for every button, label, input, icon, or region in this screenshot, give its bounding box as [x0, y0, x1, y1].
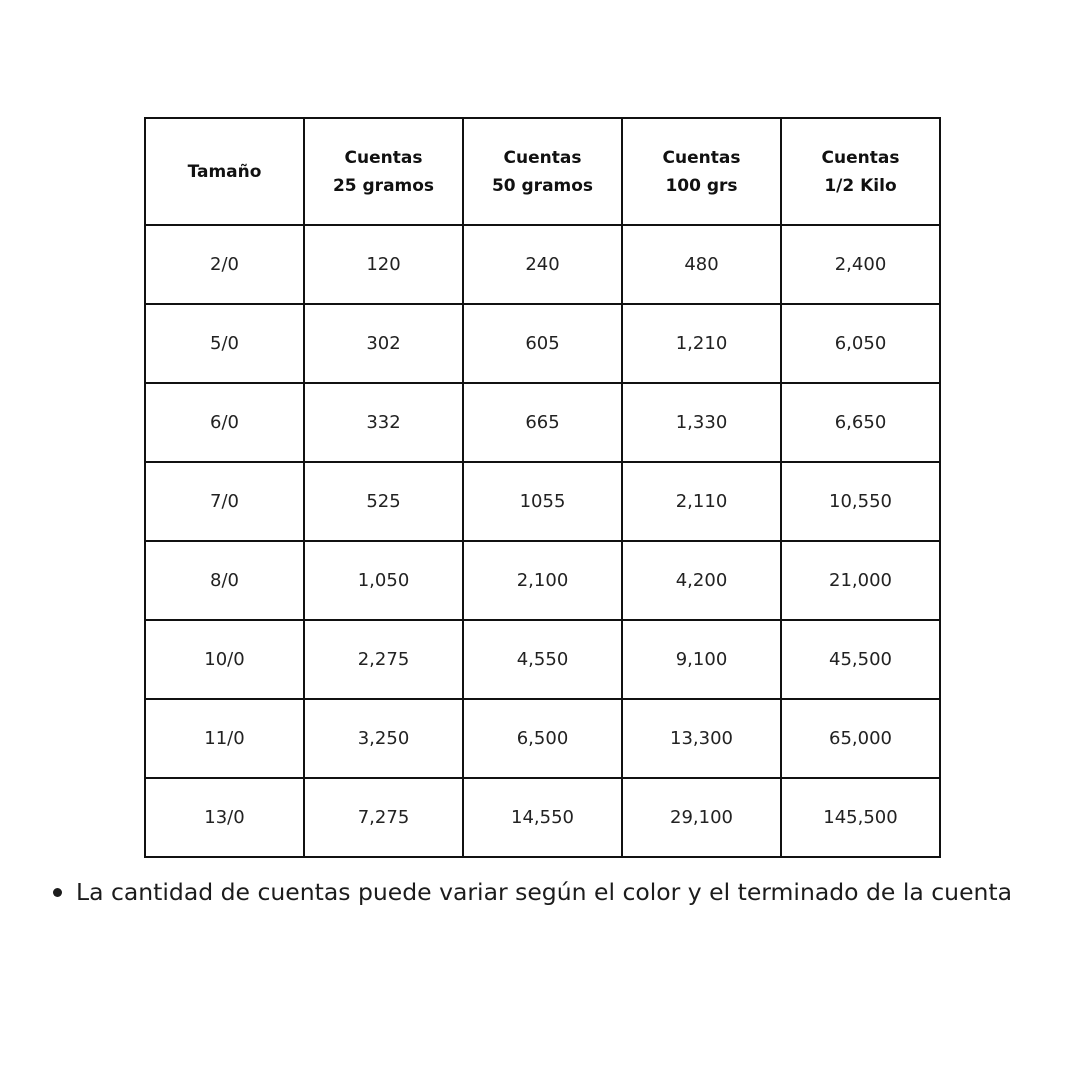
table-body: [145, 225, 940, 857]
footnote: [50, 878, 1070, 906]
bead-count-table: [144, 117, 941, 858]
header-50g: [463, 118, 622, 225]
table-row: [145, 620, 940, 699]
header-50g-line2: 50 gramos: [491, 175, 594, 196]
cell-size: 6/0: [145, 383, 304, 462]
cell-size: 2/0: [145, 225, 304, 304]
cell-25g: 7,275: [304, 778, 463, 857]
cell-25g: 525: [304, 462, 463, 541]
cell-50g: 665: [463, 383, 622, 462]
cell-half-kilo: 6,650: [781, 383, 940, 462]
table-row: [145, 778, 940, 857]
cell-100g: 1,330: [622, 383, 781, 462]
cell-size: 8/0: [145, 541, 304, 620]
header-size-label: Tamaño: [187, 161, 262, 182]
header-half-kilo: [781, 118, 940, 225]
cell-100g: 29,100: [622, 778, 781, 857]
cell-25g: 332: [304, 383, 463, 462]
cell-size: 13/0: [145, 778, 304, 857]
cell-50g: 6,500: [463, 699, 622, 778]
table-row: [145, 304, 940, 383]
cell-25g: 1,050: [304, 541, 463, 620]
table-row: [145, 383, 940, 462]
cell-half-kilo: 10,550: [781, 462, 940, 541]
cell-50g: 605: [463, 304, 622, 383]
table-row: [145, 541, 940, 620]
header-half-kilo-line1: Cuentas: [821, 147, 900, 168]
cell-50g: 4,550: [463, 620, 622, 699]
header-25g-line2: 25 gramos: [332, 175, 435, 196]
header-50g-line1: Cuentas: [503, 147, 582, 168]
cell-100g: 2,110: [622, 462, 781, 541]
cell-100g: 1,210: [622, 304, 781, 383]
header-25g: [304, 118, 463, 225]
footnote-text: La cantidad de cuentas puede variar según el color y el terminado de la cuenta: [76, 878, 1013, 906]
cell-half-kilo: 2,400: [781, 225, 940, 304]
cell-100g: 480: [622, 225, 781, 304]
header-25g-line1: Cuentas: [344, 147, 423, 168]
cell-25g: 120: [304, 225, 463, 304]
cell-100g: 9,100: [622, 620, 781, 699]
cell-size: 11/0: [145, 699, 304, 778]
header-half-kilo-line2: 1/2 Kilo: [824, 175, 897, 196]
cell-half-kilo: 65,000: [781, 699, 940, 778]
header-100g-line1: Cuentas: [662, 147, 741, 168]
cell-size: 5/0: [145, 304, 304, 383]
header-100g: [622, 118, 781, 225]
cell-25g: 2,275: [304, 620, 463, 699]
cell-50g: 1055: [463, 462, 622, 541]
cell-25g: 302: [304, 304, 463, 383]
header-100g-line2: 100 grs: [665, 175, 738, 196]
table-row: [145, 462, 940, 541]
cell-100g: 13,300: [622, 699, 781, 778]
cell-half-kilo: 145,500: [781, 778, 940, 857]
cell-50g: 240: [463, 225, 622, 304]
cell-size: 7/0: [145, 462, 304, 541]
cell-half-kilo: 6,050: [781, 304, 940, 383]
cell-half-kilo: 45,500: [781, 620, 940, 699]
bullet-icon: [53, 888, 62, 897]
header-size: [145, 118, 304, 225]
cell-50g: 14,550: [463, 778, 622, 857]
cell-100g: 4,200: [622, 541, 781, 620]
header-row: [145, 118, 940, 225]
cell-size: 10/0: [145, 620, 304, 699]
table-row: [145, 699, 940, 778]
cell-25g: 3,250: [304, 699, 463, 778]
table-row: [145, 225, 940, 304]
table-header: [145, 118, 940, 225]
cell-half-kilo: 21,000: [781, 541, 940, 620]
cell-50g: 2,100: [463, 541, 622, 620]
